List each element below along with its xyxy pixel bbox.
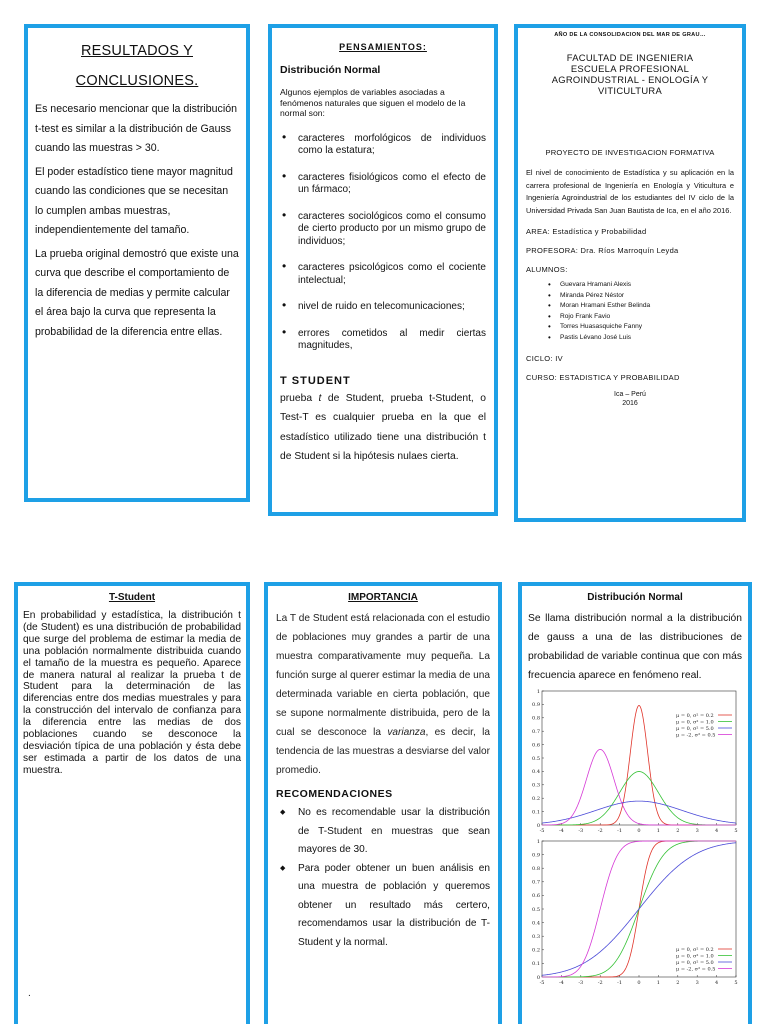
- normal-cdf-chart: [528, 837, 742, 989]
- y-tick-label: 0.9: [532, 852, 540, 859]
- normal-dist-heading: Distribución Normal: [587, 592, 683, 603]
- x-tick-label: -1: [617, 828, 623, 834]
- x-tick-label: 4: [715, 980, 719, 986]
- faculty-line: ESCUELA PROFESIONAL: [570, 63, 690, 74]
- tstudent-text: En probabilidad y estadística, la distribución t (de Student) es una distribución de probabilidad que surge del problema de estimar la media de una población normalmente distribuida cuando el tamaño de la muestra es pequeño. Aparece de manera natural al realizar la prueba t de Student para la determinación de las diferencias entre dos medias muestrales y para la construcción del intervalo de confianza para la diferencia entre las medias de dos poblaciones cuando se desconoce la desviación típica de una población y ésta debe ser estimada a partir de los datos de una muestra.: [23, 610, 241, 776]
- legend-label: μ = 0, σ² = 0.2: [676, 946, 714, 953]
- y-tick-label: 0.8: [532, 715, 540, 722]
- faculty-line: FACULTAD DE INGENIERIA: [566, 52, 694, 63]
- x-tick-label: 3: [695, 828, 699, 834]
- y-tick-label: 0.8: [532, 866, 540, 872]
- legend-label: μ = 0, σ² = 5.0: [676, 725, 714, 732]
- y-tick-label: 0.1: [532, 809, 540, 816]
- results-title-line2: CONCLUSIONES.: [75, 73, 199, 89]
- results-paragraph: Es necesario mencionar que la distribución t-test es similar a la distribución de Gauss cuando las muestras > 30.: [35, 103, 237, 154]
- x-tick-label: -3: [578, 980, 584, 986]
- list-item: • nivel de ruido en telecomunicaciones;: [280, 301, 486, 314]
- y-tick-label: 0.1: [532, 961, 540, 968]
- list-item: • Miranda Pérez Néstor: [548, 291, 734, 302]
- results-paragraph: La prueba original demostró que existe una curva que describe el comportamiento de la diferencia de medias y permite calcular el área bajo la curva que representa la probabilidad de la diferencia entre ellas.: [35, 247, 239, 338]
- y-tick-label: 0.7: [532, 879, 540, 886]
- y-tick-label: 0.5: [532, 906, 540, 913]
- x-tick-label: 0: [637, 980, 641, 986]
- tstudent-heading: T-Student: [108, 592, 156, 603]
- y-tick-label: 1: [536, 838, 540, 845]
- list-item: • Pastis Lévano José Luis: [548, 333, 734, 344]
- cycle-line: CICLO: IV: [526, 353, 563, 363]
- list-item: • caracteres sociológicos como el consumo de cierto producto por un mismo grupo de individuos;: [280, 211, 486, 249]
- x-tick-label: 5: [734, 828, 738, 834]
- legend-label: μ = 0, σ² = 1.0: [676, 953, 714, 960]
- year-line: 2016: [622, 399, 638, 407]
- normal-pdf-chart: [528, 687, 742, 837]
- panel-importance: [264, 582, 502, 1024]
- x-tick-label: 5: [734, 980, 738, 986]
- y-tick-label: 0: [536, 822, 540, 829]
- legend-label: μ = 0, σ² = 1.0: [676, 719, 714, 726]
- panel-tstudent: [14, 582, 250, 1024]
- project-title: PROYECTO DE INVESTIGACION FORMATIVA: [545, 148, 715, 157]
- y-tick-label: 0.3: [532, 782, 540, 789]
- plot-frame: [542, 691, 736, 825]
- x-tick-label: 1: [656, 980, 660, 986]
- importance-heading: IMPORTANCIA: [348, 592, 418, 603]
- x-tick-label: 2: [676, 980, 680, 986]
- list-item: • caracteres morfológicos de individuos como la estatura;: [280, 133, 486, 158]
- tstudent-title: T STUDENT: [280, 374, 351, 387]
- y-tick-label: 0.4: [532, 769, 540, 776]
- list-item: • errores cometidos al medir ciertas magnitudes,: [280, 328, 486, 353]
- panel-thoughts: [268, 24, 498, 516]
- y-tick-label: 0.6: [532, 893, 540, 900]
- y-tick-label: 0.6: [532, 742, 540, 749]
- list-item: • caracteres psicológicos como el cociente intelectual;: [280, 262, 486, 287]
- panel-cover: [514, 24, 746, 522]
- y-tick-label: 0.3: [532, 934, 540, 940]
- students-label: ALUMNOS:: [526, 265, 568, 274]
- results-title-line1: RESULTADOS Y: [81, 43, 193, 59]
- x-tick-label: -4: [558, 828, 564, 834]
- x-tick-label: -2: [597, 828, 603, 834]
- y-tick-label: 0.9: [532, 702, 540, 709]
- x-tick-label: -5: [539, 828, 545, 834]
- legend-label: μ = 0, σ² = 5.0: [676, 959, 714, 966]
- recommendations-list: [276, 804, 490, 952]
- y-tick-label: 0.7: [532, 729, 540, 735]
- recommendations-heading: RECOMENDACIONES: [276, 788, 393, 800]
- normal-dist-intro: Algunos ejemplos de variables asociadas a fenómenos naturales que siguen el modelo de la normal son:: [280, 87, 466, 118]
- professor-line: PROFESORA: Dra. Ríos Marroquín Leyda: [526, 246, 679, 255]
- area-line: AREA: Estadística y Probabilidad: [526, 227, 647, 236]
- x-tick-label: 3: [695, 980, 699, 986]
- x-tick-label: 0: [637, 828, 641, 834]
- panel-results-conclusions: [24, 24, 250, 502]
- course-line: CURSO: ESTADISTICA Y PROBABILIDAD: [526, 372, 680, 382]
- legend-label: μ = -2, σ² = 0.5: [676, 732, 716, 739]
- list-item: ◆ Para poder obtener un buen análisis en una muestra de población y queremos obtener un resultado más certero, recomendamos usar la distribución de T-Student y la normal.: [276, 860, 490, 953]
- normal-dist-text: Se llama distribución normal a la distribución de gauss a una de las distribuciones de probabilidad de variable continua que con más frecuencia aparece en fenómeno real.: [528, 613, 742, 681]
- list-item: • Moran Hramani Esther Belinda: [548, 301, 734, 312]
- y-tick-label: 0: [536, 974, 540, 981]
- legend-label: μ = 0, σ² = 0.2: [676, 712, 714, 719]
- tstudent-body: prueba t de Student, prueba t-Student, o Test-T es cualquier prueba en la que el estadístico utilizado tiene una distribución t de Student si la hipótesis nulaes cierta.: [280, 392, 486, 462]
- y-tick-label: 0.5: [532, 755, 540, 762]
- normal-dist-subtitle: Distribución Normal: [280, 64, 381, 76]
- y-tick-label: 0.2: [532, 947, 540, 954]
- x-tick-label: -1: [617, 980, 623, 986]
- examples-list: [280, 133, 486, 353]
- panel-normal-distribution: [518, 582, 752, 1024]
- legend-label: μ = -2, σ² = 0.5: [676, 966, 716, 973]
- list-item: • Rojo Frank Favio: [548, 312, 734, 323]
- importance-text: La T de Student está relacionada con el estudio de poblaciones muy grandes a partir de una muestra comparativamente muy pequeña. La función surge al querer estimar la media de una determinada variable en cierta población, que se supone normalmente distribuida, pero de la cual se desconoce la varianza, es decir, la tendencia de las muestras a desviarse del valor promedio.: [276, 613, 491, 776]
- x-tick-label: -4: [558, 980, 564, 986]
- y-tick-label: 1: [536, 688, 540, 695]
- y-tick-label: 0.4: [532, 920, 540, 927]
- list-item: • Guevara Hramani Alexis: [548, 280, 734, 291]
- stray-dot: .: [28, 988, 31, 999]
- thoughts-title: PENSAMIENTOS:: [339, 42, 427, 52]
- y-tick-label: 0.2: [532, 796, 540, 802]
- x-tick-label: -5: [539, 980, 545, 986]
- x-tick-label: 2: [676, 828, 680, 834]
- project-description: El nivel de conocimiento de Estadística y su aplicación en la carrera profesional de Ingeniería en Enología y Viticultura e Ingeniería Agroindustrial de los estudiantes del IV ciclo de la Universidad Privada San Juan Bautista de Ica, en el año 2016.: [526, 168, 734, 215]
- list-item: • Torres Huasasquiche Fanny: [548, 322, 734, 333]
- x-tick-label: -3: [578, 828, 584, 834]
- students-list: [548, 280, 734, 344]
- city-line: Ica – Perú: [614, 390, 646, 398]
- x-tick-label: -2: [597, 980, 603, 986]
- list-item: • caracteres fisiológicos como el efecto de un fármaco;: [280, 172, 486, 197]
- results-paragraph: El poder estadístico tiene mayor magnitud cuando las condiciones que se necesitan lo cumplen ambas muestras, independientemente del tamaño.: [35, 165, 233, 236]
- list-item: ◆ No es recomendable usar la distribución de T-Student en muestras que sean mayores de 30.: [276, 804, 490, 860]
- x-tick-label: 1: [656, 828, 660, 834]
- faculty-line: AGROINDUSTRIAL - ENOLOGÍA Y: [551, 74, 709, 85]
- year-motto: AÑO DE LA CONSOLIDACION DEL MAR DE GRAU…: [554, 32, 706, 38]
- x-tick-label: 4: [715, 828, 719, 834]
- faculty-line: VITICULTURA: [597, 85, 663, 96]
